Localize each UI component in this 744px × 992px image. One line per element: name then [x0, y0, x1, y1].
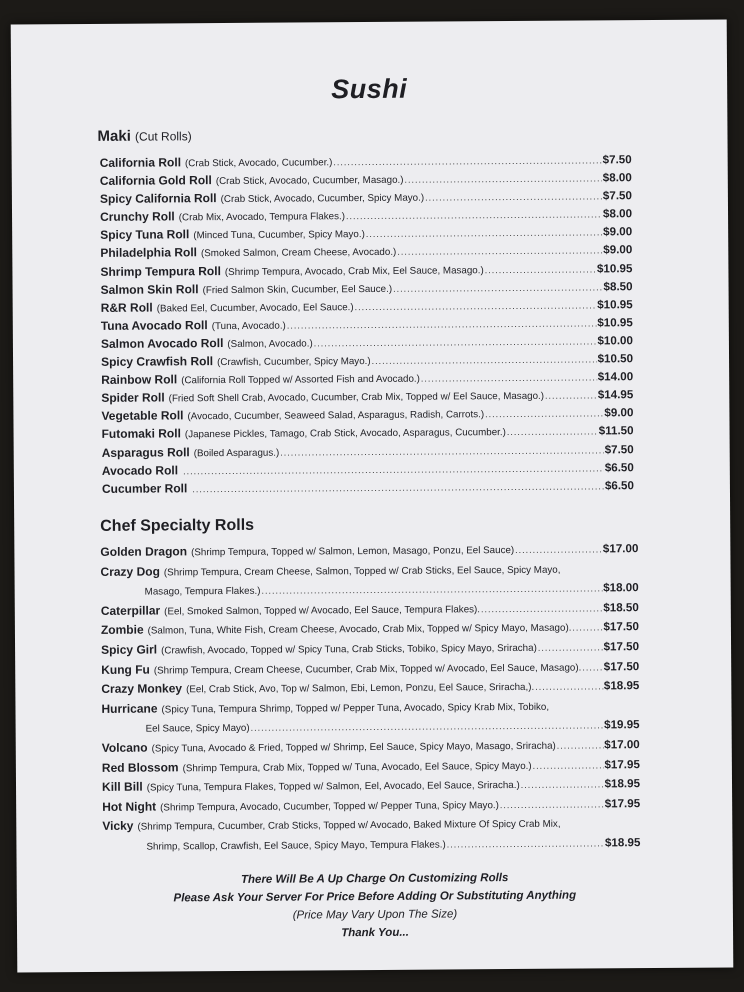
maki-heading: Maki	[97, 127, 131, 145]
item-name: Hurricane	[101, 701, 158, 716]
item-name: Hot Night	[102, 799, 157, 814]
dot-leader	[481, 599, 602, 619]
footer-notes	[17, 867, 733, 944]
note-thank-you: Thank You...	[341, 926, 409, 940]
item-name: California Roll	[99, 155, 182, 170]
item-name: Vegetable Roll	[101, 408, 184, 424]
item-name: Golden Dragon	[100, 544, 188, 559]
item-name: Avocado Roll	[101, 462, 179, 478]
item-desc: (Minced Tuna, Cucumber, Spicy Mayo.)	[193, 229, 365, 242]
dot-leader	[372, 350, 597, 370]
menu-item	[102, 813, 640, 856]
menu-item	[100, 241, 632, 263]
note-price-varies: (Price May Vary Upon The Size)	[292, 908, 458, 922]
menu-item	[101, 331, 633, 353]
menu-item	[102, 755, 640, 778]
dot-leader	[582, 658, 603, 678]
menu-item	[102, 735, 640, 758]
item-name: Crazy Monkey	[101, 681, 183, 697]
item-price: $10.95	[596, 261, 633, 275]
menu-item	[101, 422, 633, 444]
dot-leader	[261, 580, 602, 602]
item-desc: (Shrimp Tempura, Crab Mix, Topped w/ Tuna, Avocado, Eel Sauce, Spicy Mayo.)	[182, 760, 532, 774]
item-desc: (Spicy Tuna, Tempura Flakes, Topped w/ Salmon, Eel, Avocado, Eel Sauce, Sriracha.)	[146, 780, 520, 794]
dot-leader	[393, 278, 603, 298]
item-name: Crunchy Roll	[99, 209, 175, 225]
item-price: $7.50	[602, 189, 632, 203]
dot-leader	[557, 736, 604, 756]
item-price: $11.50	[598, 424, 634, 438]
item-price: $10.95	[597, 297, 633, 312]
maki-section-heading	[97, 127, 191, 145]
item-name: Spider Roll	[101, 390, 165, 406]
item-name: Spicy Crawfish Roll	[101, 354, 214, 369]
item-desc: (Salmon, Tuna, White Fish, Cream Cheese, Avocado, Crab Mix, Topped w/ Spicy Mayo, Masago).	[147, 622, 572, 637]
item-price: $6.50	[604, 460, 634, 474]
item-desc: (Crawfish, Cucumber, Spicy Mayo.)	[217, 356, 371, 369]
menu-item	[102, 774, 640, 797]
item-name: Salmon Skin Roll	[100, 281, 199, 297]
item-price: $8.00	[602, 171, 632, 185]
item-name: Volcano	[101, 740, 148, 755]
item-desc: (Salmon, Avocado.)	[227, 338, 313, 350]
dot-leader	[500, 795, 604, 815]
menu-item	[101, 696, 639, 739]
item-price: $9.00	[603, 243, 633, 257]
note-ask-server: Please Ask Your Server For Price Before Adding Or Substituting Anything	[173, 889, 577, 905]
dot-leader	[485, 405, 603, 424]
dot-leader	[538, 638, 603, 658]
item-desc: (Shrimp Tempura, Cream Cheese, Salmon, Topped w/ Crab Sticks, Eel Sauce, Spicy Mayo,	[163, 564, 561, 579]
maki-list	[100, 150, 634, 497]
item-price: $17.95	[604, 796, 641, 811]
item-name: Rainbow Roll	[101, 372, 178, 388]
item-name: Kung Fu	[101, 662, 150, 677]
item-name: R&R Roll	[100, 300, 153, 315]
dot-leader	[333, 151, 601, 171]
menu-item	[101, 349, 633, 371]
dot-leader	[314, 332, 597, 352]
menu-item	[100, 277, 632, 299]
note-upcharge: There Will Be A Up Charge On Customizing Rolls	[240, 872, 509, 886]
item-desc: (Crawfish, Avocado, Topped w/ Spicy Tuna, Crab Sticks, Tobiko, Spicy Mayo, Sriracha)	[161, 642, 537, 657]
dot-leader	[192, 477, 604, 498]
item-desc: (Avocado, Cucumber, Seaweed Salad, Asparagus, Radish, Carrots.)	[187, 409, 485, 423]
dot-leader	[425, 188, 602, 207]
dot-leader	[280, 441, 604, 461]
item-desc: (Shrimp Tempura, Cucumber, Crab Sticks, Topped w/ Avocado, Baked Mixture Of Spicy Crab Mix,	[137, 819, 561, 833]
dot-leader	[346, 206, 602, 226]
dot-leader	[397, 242, 602, 262]
item-name: Caterpillar	[100, 603, 161, 618]
item-name: Tuna Avocado Roll	[100, 317, 208, 333]
item-desc: (Fried Soft Shell Crab, Avocado, Cucumber, Crab Mix, Topped w/ Eel Sauce, Masago.)	[168, 391, 545, 405]
dot-leader	[421, 369, 597, 388]
menu-item	[101, 637, 639, 660]
menu-item	[100, 259, 632, 281]
item-desc-continued: Shrimp, Scallop, Crawfish, Eel Sauce, Spicy Mayo, Tempura Flakes.)	[146, 839, 446, 853]
item-price: $18.95	[604, 777, 641, 791]
menu-item	[101, 367, 633, 389]
page-title: Sushi	[331, 73, 408, 105]
item-price: $9.00	[603, 225, 633, 239]
dot-leader	[533, 756, 604, 776]
menu-item	[101, 676, 639, 699]
dot-leader	[507, 423, 598, 442]
item-name: Shrimp Tempura Roll	[100, 263, 221, 279]
menu-item	[102, 458, 634, 480]
dot-leader	[521, 776, 604, 796]
dot-leader	[251, 717, 604, 739]
item-name: Salmon Avocado Roll	[100, 335, 224, 351]
item-desc: (Fried Salmon Skin, Cucumber, Eel Sauce.)	[202, 283, 393, 296]
item-price: $10.95	[597, 316, 633, 330]
item-desc: (Eel, Smoked Salmon, Topped w/ Avocado, Eel Sauce, Tempura Flakes).	[164, 604, 481, 618]
menu-item	[100, 150, 632, 172]
item-desc: (California Roll Topped w/ Assorted Fish and Avocado.)	[181, 373, 420, 387]
item-desc: (Crab Stick, Avocado, Cucumber.)	[184, 157, 333, 170]
dot-leader	[355, 296, 597, 316]
item-desc-continued: Eel Sauce, Spicy Mayo)	[145, 723, 250, 735]
item-price: $17.00	[604, 738, 640, 752]
menu-item	[102, 476, 634, 498]
menu-item	[101, 598, 639, 621]
dot-leader	[366, 224, 602, 244]
menu-page	[11, 20, 734, 973]
dot-leader	[545, 387, 597, 405]
item-price: $17.95	[604, 757, 640, 771]
menu-item	[100, 559, 638, 602]
item-name: Philadelphia Roll	[100, 245, 198, 261]
item-desc: (Crab Stick, Avocado, Cucumber, Masago.)	[215, 174, 404, 188]
item-price: $6.50	[604, 478, 634, 493]
chef-list	[100, 539, 640, 856]
menu-item	[101, 618, 639, 641]
item-name: Crazy Dog	[100, 564, 160, 579]
item-name: Red Blossom	[101, 759, 179, 775]
item-desc: (Crab Mix, Avocado, Tempura Flakes.)	[178, 211, 346, 224]
item-desc: (Crab Stick, Avocado, Cucumber, Spicy Mayo.)	[220, 192, 425, 206]
menu-item	[100, 204, 632, 226]
item-price: $17.50	[603, 620, 639, 634]
dot-leader	[572, 619, 602, 639]
item-desc: (Japanese Pickles, Tamago, Crab Stick, Avocado, Asparagus, Cucumber.)	[184, 427, 506, 441]
dot-leader	[515, 540, 602, 560]
menu-item	[100, 223, 632, 245]
item-price: $14.00	[597, 370, 634, 384]
item-price: $17.50	[603, 659, 640, 673]
dot-leader	[404, 169, 601, 188]
item-desc: (Tuna, Avocado.)	[211, 320, 286, 332]
item-desc: (Shrimp Tempura, Cream Cheese, Cucumber, Crab Mix, Topped w/ Avocado, Eel Sauce, Masago).	[153, 662, 582, 677]
item-name: Spicy California Roll	[99, 191, 217, 207]
item-name: Kill Bill	[101, 779, 143, 795]
item-name: Spicy Girl	[101, 642, 158, 657]
menu-item	[101, 295, 633, 317]
item-desc: (Shrimp Tempura, Avocado, Cucumber, Topped w/ Pepper Tuna, Spicy Mayo.)	[160, 799, 499, 814]
menu-item	[100, 168, 632, 190]
item-price: $9.00	[604, 406, 634, 420]
maki-subheading: (Cut Rolls)	[134, 129, 192, 144]
dot-leader	[287, 314, 597, 334]
item-price: $7.50	[602, 153, 632, 167]
item-desc: (Spicy Tuna, Avocado & Fried, Topped w/ Shrimp, Eel Sauce, Spicy Mayo, Masago, Sriracha)	[151, 740, 556, 755]
item-desc: (Eel, Crab Stick, Avo, Top w/ Salmon, Ebi, Lemon, Ponzu, Eel Sauce, Sriracha,).	[186, 682, 535, 696]
dot-leader	[485, 260, 596, 279]
item-desc: (Baked Eel, Cucumber, Avocado, Eel Sauce.)	[156, 301, 354, 315]
item-desc: (Shrimp Tempura, Topped w/ Salmon, Lemon, Masago, Ponzu, Eel Sauce)	[191, 545, 515, 559]
item-name: Spicy Tuna Roll	[100, 227, 190, 243]
item-desc: (Shrimp Tempura, Avocado, Crab Mix, Eel Sauce, Masago.)	[224, 264, 484, 278]
menu-item	[101, 313, 633, 335]
item-price: $18.95	[603, 679, 640, 693]
item-price: $10.50	[597, 352, 634, 366]
item-price: $18.50	[603, 600, 639, 615]
dot-leader	[447, 834, 604, 855]
menu-item	[101, 657, 639, 680]
item-name: Cucumber Roll	[101, 480, 188, 496]
item-price: $18.00	[603, 581, 639, 595]
item-price: $18.95	[604, 836, 641, 850]
item-price: $8.00	[602, 207, 633, 221]
item-name: Futomaki Roll	[101, 426, 181, 442]
item-price: $8.50	[603, 279, 633, 294]
menu-item	[102, 440, 634, 462]
menu-item	[101, 403, 633, 425]
item-price: $17.50	[603, 640, 640, 654]
item-name: Vicky	[102, 818, 134, 834]
menu-item	[100, 186, 632, 208]
item-name: Zombie	[100, 622, 144, 638]
item-desc: (Smoked Salmon, Cream Cheese, Avocado.)	[200, 247, 397, 260]
item-desc-continued: Masago, Tempura Flakes.)	[144, 585, 261, 598]
item-price: $19.95	[604, 718, 640, 732]
item-name: Asparagus Roll	[101, 444, 190, 460]
item-price: $14.95	[597, 388, 634, 402]
item-price: $7.50	[604, 442, 634, 456]
dot-leader	[535, 678, 603, 698]
item-price: $17.00	[602, 542, 639, 556]
item-desc: (Boiled Asparagus.)	[193, 447, 280, 459]
item-price: $10.00	[597, 334, 633, 348]
chef-section-heading: Chef Specialty Rolls	[100, 516, 255, 535]
item-name: California Gold Roll	[99, 173, 212, 188]
item-desc: (Spicy Tuna, Tempura Shrimp, Topped w/ Pepper Tuna, Avocado, Spicy Krab Mix, Tobiko,	[161, 701, 550, 716]
